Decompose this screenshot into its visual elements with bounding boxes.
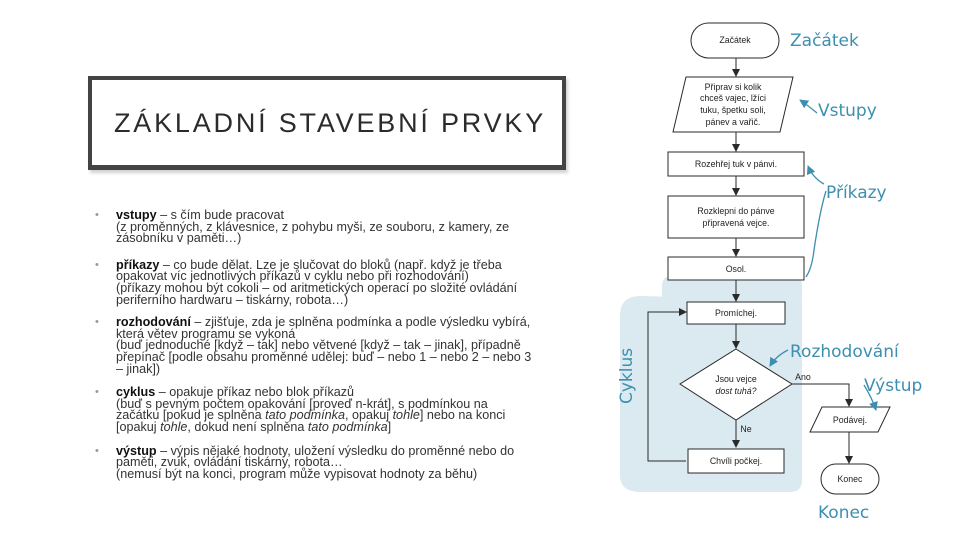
detail-emphasis: tato podmínka bbox=[307, 419, 388, 434]
bullet-sep: – bbox=[155, 385, 170, 400]
step-text: Chvíli počkej. bbox=[709, 456, 763, 466]
label-inputs: Vstupy bbox=[818, 101, 877, 121]
bullet-text: opakuje příkaz nebo blok příkazů bbox=[169, 385, 355, 400]
bullet-dot-icon: • bbox=[95, 386, 99, 399]
bullet-sep: – bbox=[190, 315, 205, 330]
output-text: Podávej. bbox=[832, 415, 868, 425]
bullet-detail: (nemusí být na konci, program může vypisovat hodnoty za běhu) bbox=[116, 466, 478, 481]
bullet-sep: – bbox=[159, 257, 174, 272]
detail-part: , dokud není splněna bbox=[187, 419, 308, 434]
step-text: Rozklepni do pánve bbox=[697, 206, 775, 216]
detail-part: , opakuj bbox=[344, 408, 393, 423]
label-loop: Cyklus bbox=[617, 347, 637, 404]
step-text: Promíchej. bbox=[714, 308, 758, 318]
bullet-sep: – bbox=[156, 443, 171, 458]
label-decision: Rozhodování bbox=[790, 342, 899, 362]
yes-label: Ano bbox=[795, 372, 811, 382]
no-label: Ne bbox=[740, 424, 752, 434]
bullet-text: výpis nějaké hodnoty, uložení výsledku do proměnné nebo do paměti, zvuk, ovládání tiskárny, robota… bbox=[116, 443, 515, 470]
bullet-term: příkazy bbox=[116, 257, 160, 272]
bullet-sep: – bbox=[156, 208, 171, 222]
bullet-term: vstupy bbox=[116, 208, 157, 222]
bullet-dot-icon: • bbox=[95, 209, 99, 221]
bullet-dot-icon: • bbox=[95, 444, 99, 457]
input-line: chceš vajec, lžíci bbox=[700, 93, 766, 103]
end-text: Konec bbox=[837, 474, 863, 484]
decision-text: dost tuhá? bbox=[715, 386, 757, 396]
bullet-dot-icon: • bbox=[95, 316, 99, 329]
bullet-term: rozhodování bbox=[116, 315, 191, 330]
bullet-detail: (z proměnných, z klávesnice, z pohybu myši, ze souboru, z kamery, ze zásobníku v paměti…) bbox=[116, 219, 510, 246]
step-box bbox=[668, 196, 804, 238]
decision-text: Jsou vejce bbox=[715, 374, 757, 384]
start-text: Začátek bbox=[719, 35, 751, 45]
bullet-term: výstup bbox=[116, 443, 157, 458]
input-line: Připrav si kolik bbox=[704, 82, 762, 92]
step-text: připravená vejce. bbox=[702, 218, 770, 228]
step-text: Osol. bbox=[725, 264, 747, 274]
step-text: Rozehřej tuk v pánvi. bbox=[694, 159, 778, 169]
detail-emphasis: tohle bbox=[392, 408, 420, 423]
bullet-text: zjišťuje, zda je splněna podmínka a podle výsledku vybírá, která větev programu se vykoná bbox=[116, 315, 531, 341]
detail-part: ] nebo na konci [opakuj bbox=[116, 408, 506, 434]
input-line: pánev a vařič. bbox=[705, 117, 761, 127]
bullet-term: cyklus bbox=[116, 385, 156, 400]
slide-title: ZÁKLADNÍ STAVEBNÍ PRVKY bbox=[114, 108, 547, 138]
pointer-arrow bbox=[808, 166, 824, 184]
bullet-detail: (příkazy mohou být cokoli – od aritmetických operací po složité ovládání periferního hardwaru – tiskárny, robota…) bbox=[116, 280, 518, 307]
detail-part: ] bbox=[387, 419, 392, 434]
bullet-text: co bude dělat. Lze je slučovat do bloků (např. když je třeba opakovat víc jednotlivých příkazů v cyklu nebo při rozhodování) bbox=[116, 257, 502, 284]
bullet-text: s čím bude pracovat bbox=[170, 208, 285, 222]
detail-emphasis: tato podmínka bbox=[265, 408, 345, 423]
label-start: Začátek bbox=[790, 31, 859, 51]
bullet-detail: (buď jednoduché [když – tak] nebo větvené [když – tak – jinak], případně přepínač [podle obsahu proměnné udělej: buď – nebo 1 – nebo 2 – nebo 3 – jinak]) bbox=[116, 338, 532, 376]
input-line: tuku, špetku soli, bbox=[700, 105, 766, 115]
pointer-arrow bbox=[800, 100, 817, 113]
detail-part: (buď s pevným počtem opakování [proveď n-krát], s podmínkou na začátku [pokud je splněna bbox=[116, 396, 488, 423]
bullet-dot-icon: • bbox=[95, 258, 99, 271]
detail-emphasis: tohle bbox=[160, 419, 188, 434]
label-commands: Příkazy bbox=[826, 183, 887, 203]
pointer-bracket bbox=[806, 191, 826, 277]
label-output: Výstup bbox=[864, 376, 923, 396]
label-end: Konec bbox=[818, 503, 870, 523]
